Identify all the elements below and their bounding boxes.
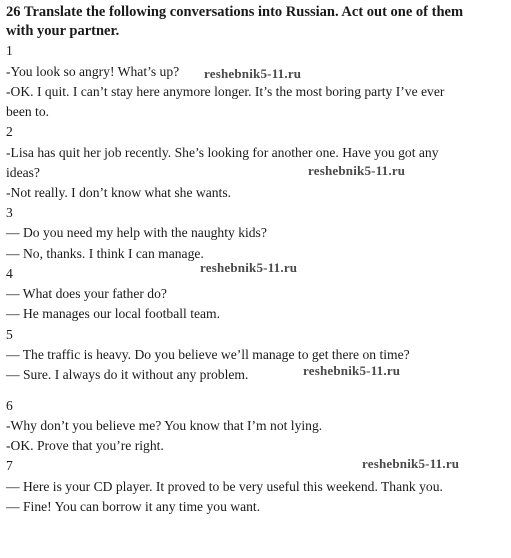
dialogue-4-line-2: — He manages our local football team.: [6, 306, 221, 321]
dialogue-6-line-1: -Why don’t you believe me? You know that I’m not lying.: [6, 418, 323, 433]
dialogue-1-line-3: been to.: [6, 104, 50, 119]
dialogue-4-line-1: — What does your father do?: [6, 286, 167, 301]
dialogue-number-4: 4: [6, 266, 13, 281]
watermark-2: reshebnik5-11.ru: [308, 163, 406, 178]
dialogue-number-7: 7: [6, 458, 13, 473]
watermark-4: reshebnik5-11.ru: [303, 363, 401, 378]
dialogue-number-1: 1: [6, 43, 13, 58]
dialogue-number-2: 2: [6, 124, 13, 139]
dialogue-5-line-1: — The traffic is heavy. Do you believe we’ll manage to get there on time?: [6, 347, 410, 362]
watermark-5: reshebnik5-11.ru: [362, 456, 460, 471]
exercise-heading: [6, 3, 506, 41]
watermark-1: reshebnik5-11.ru: [204, 66, 302, 81]
dialogue-number-5: 5: [6, 327, 13, 342]
dialogue-6-line-2: -OK. Prove that you’re right.: [6, 438, 164, 453]
dialogue-7-line-2: — Fine! You can borrow it any time you want.: [6, 499, 261, 514]
dialogue-number-6: 6: [6, 398, 13, 413]
dialogue-1-line-1: -You look so angry! What’s up?: [6, 64, 180, 79]
heading-line-2: with your partner.: [6, 23, 120, 39]
dialogue-1-line-2: -OK. I quit. I can’t stay here anymore longer. It’s the most boring party I’ve ever: [6, 84, 445, 99]
dialogue-number-3: 3: [6, 205, 13, 220]
watermark-3: reshebnik5-11.ru: [200, 260, 298, 275]
dialogue-2-line-3: -Not really. I don’t know what she wants.: [6, 185, 232, 200]
dialogue-3-line-1: — Do you need my help with the naughty kids?: [6, 225, 267, 240]
dialogue-7-line-1: — Here is your CD player. It proved to be very useful this weekend. Thank you.: [6, 479, 443, 494]
heading-line-1: 26 Translate the following conversations into Russian. Act out one of them: [6, 4, 464, 20]
dialogue-2-line-1: -Lisa has quit her job recently. She’s looking for another one. Have you got any: [6, 145, 439, 160]
dialogue-3-line-2: — No, thanks. I think I can manage.: [6, 246, 204, 261]
dialogue-2-line-2: ideas?: [6, 165, 40, 180]
dialogue-5-line-2: — Sure. I always do it without any problem.: [6, 367, 249, 382]
